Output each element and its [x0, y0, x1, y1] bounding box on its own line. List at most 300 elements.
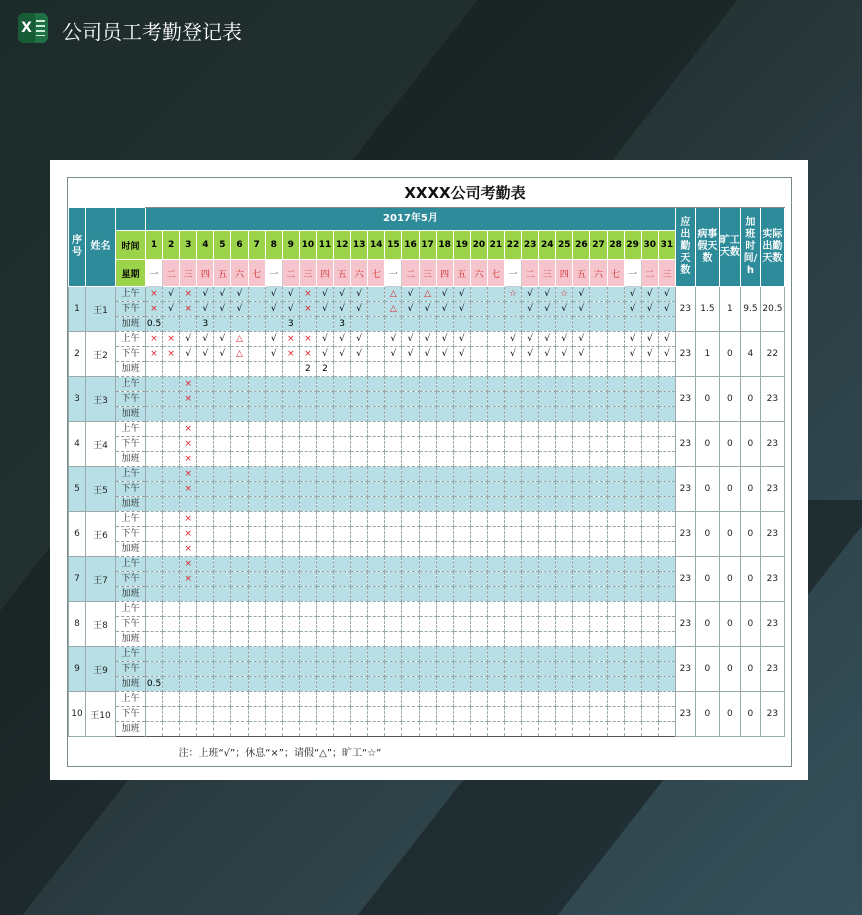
- attendance-cell[interactable]: [214, 572, 231, 587]
- attendance-cell[interactable]: [334, 422, 351, 437]
- attendance-cell[interactable]: [334, 407, 351, 422]
- attendance-cell[interactable]: [419, 602, 436, 617]
- summary-sick[interactable]: 1.5: [695, 287, 719, 332]
- attendance-cell[interactable]: [402, 377, 419, 392]
- attendance-cell[interactable]: [487, 677, 504, 692]
- attendance-cell[interactable]: [624, 632, 641, 647]
- attendance-cell[interactable]: [248, 602, 265, 617]
- attendance-cell[interactable]: [607, 377, 624, 392]
- attendance-cell[interactable]: [470, 422, 487, 437]
- attendance-cell[interactable]: ×: [180, 377, 197, 392]
- attendance-cell[interactable]: [334, 662, 351, 677]
- attendance-cell[interactable]: [351, 377, 368, 392]
- weekday-cell[interactable]: 二: [163, 260, 180, 287]
- attendance-cell[interactable]: [539, 362, 556, 377]
- attendance-cell[interactable]: [470, 452, 487, 467]
- attendance-cell[interactable]: [641, 617, 658, 632]
- attendance-cell[interactable]: [453, 482, 470, 497]
- attendance-cell[interactable]: [419, 527, 436, 542]
- attendance-cell[interactable]: √: [539, 287, 556, 302]
- summary-actual[interactable]: 20.5: [760, 287, 784, 332]
- attendance-cell[interactable]: [539, 512, 556, 527]
- summary-due[interactable]: 23: [675, 377, 695, 422]
- attendance-cell[interactable]: [402, 572, 419, 587]
- attendance-cell[interactable]: [385, 617, 402, 632]
- attendance-cell[interactable]: [316, 707, 333, 722]
- attendance-cell[interactable]: [180, 632, 197, 647]
- attendance-cell[interactable]: [624, 467, 641, 482]
- attendance-cell[interactable]: [385, 407, 402, 422]
- day-number[interactable]: 24: [539, 231, 556, 260]
- attendance-cell[interactable]: [402, 452, 419, 467]
- attendance-cell[interactable]: [453, 437, 470, 452]
- attendance-cell[interactable]: ×: [299, 332, 316, 347]
- attendance-cell[interactable]: [368, 392, 385, 407]
- attendance-cell[interactable]: [214, 437, 231, 452]
- attendance-cell[interactable]: [522, 542, 539, 557]
- attendance-cell[interactable]: [522, 497, 539, 512]
- employee-seq[interactable]: 4: [69, 422, 86, 467]
- attendance-cell[interactable]: √: [436, 332, 453, 347]
- attendance-cell[interactable]: [197, 602, 214, 617]
- attendance-cell[interactable]: [214, 422, 231, 437]
- attendance-cell[interactable]: √: [316, 332, 333, 347]
- attendance-cell[interactable]: [368, 587, 385, 602]
- attendance-cell[interactable]: [265, 602, 282, 617]
- attendance-cell[interactable]: √: [163, 302, 180, 317]
- attendance-cell[interactable]: [197, 437, 214, 452]
- attendance-cell[interactable]: [197, 632, 214, 647]
- attendance-cell[interactable]: [402, 587, 419, 602]
- attendance-cell[interactable]: [590, 497, 607, 512]
- attendance-cell[interactable]: [607, 557, 624, 572]
- attendance-cell[interactable]: [419, 662, 436, 677]
- attendance-cell[interactable]: [299, 452, 316, 467]
- attendance-cell[interactable]: [436, 557, 453, 572]
- day-number[interactable]: 8: [265, 231, 282, 260]
- attendance-cell[interactable]: √: [658, 302, 675, 317]
- summary-overtime[interactable]: 0: [740, 602, 760, 647]
- attendance-cell[interactable]: [590, 302, 607, 317]
- attendance-cell[interactable]: [470, 572, 487, 587]
- attendance-cell[interactable]: [487, 302, 504, 317]
- attendance-cell[interactable]: [419, 632, 436, 647]
- attendance-cell[interactable]: [504, 407, 521, 422]
- attendance-cell[interactable]: [146, 512, 163, 527]
- attendance-cell[interactable]: [641, 632, 658, 647]
- attendance-cell[interactable]: [539, 557, 556, 572]
- attendance-cell[interactable]: [402, 422, 419, 437]
- attendance-cell[interactable]: [163, 407, 180, 422]
- attendance-cell[interactable]: [556, 392, 573, 407]
- attendance-cell[interactable]: [197, 692, 214, 707]
- day-number[interactable]: 19: [453, 231, 470, 260]
- attendance-cell[interactable]: [351, 407, 368, 422]
- summary-actual[interactable]: 22: [760, 332, 784, 377]
- attendance-cell[interactable]: √: [573, 287, 590, 302]
- attendance-cell[interactable]: [402, 602, 419, 617]
- employee-seq[interactable]: 3: [69, 377, 86, 422]
- summary-actual[interactable]: 23: [760, 422, 784, 467]
- attendance-cell[interactable]: [265, 497, 282, 512]
- attendance-cell[interactable]: [436, 662, 453, 677]
- attendance-cell[interactable]: [658, 617, 675, 632]
- day-number[interactable]: 2: [163, 231, 180, 260]
- attendance-cell[interactable]: [573, 662, 590, 677]
- attendance-cell[interactable]: [334, 362, 351, 377]
- attendance-cell[interactable]: [504, 677, 521, 692]
- attendance-cell[interactable]: √: [436, 302, 453, 317]
- attendance-cell[interactable]: [624, 437, 641, 452]
- attendance-cell[interactable]: [368, 377, 385, 392]
- employee-name[interactable]: 王3: [86, 377, 116, 422]
- attendance-cell[interactable]: [351, 467, 368, 482]
- attendance-cell[interactable]: [163, 557, 180, 572]
- attendance-cell[interactable]: √: [556, 302, 573, 317]
- attendance-cell[interactable]: [231, 557, 248, 572]
- attendance-cell[interactable]: [504, 482, 521, 497]
- attendance-cell[interactable]: [214, 632, 231, 647]
- attendance-cell[interactable]: [624, 572, 641, 587]
- attendance-cell[interactable]: [351, 617, 368, 632]
- attendance-cell[interactable]: [163, 692, 180, 707]
- attendance-cell[interactable]: [316, 527, 333, 542]
- attendance-cell[interactable]: [402, 317, 419, 332]
- day-number[interactable]: 10: [299, 231, 316, 260]
- attendance-cell[interactable]: [487, 377, 504, 392]
- attendance-cell[interactable]: [539, 602, 556, 617]
- attendance-cell[interactable]: [641, 527, 658, 542]
- attendance-cell[interactable]: [556, 422, 573, 437]
- attendance-cell[interactable]: [573, 692, 590, 707]
- attendance-cell[interactable]: [624, 557, 641, 572]
- attendance-cell[interactable]: [573, 527, 590, 542]
- header-blank[interactable]: [116, 208, 146, 231]
- attendance-cell[interactable]: √: [419, 332, 436, 347]
- attendance-cell[interactable]: [299, 677, 316, 692]
- attendance-cell[interactable]: [316, 482, 333, 497]
- attendance-cell[interactable]: [231, 572, 248, 587]
- attendance-cell[interactable]: [539, 407, 556, 422]
- attendance-cell[interactable]: [522, 377, 539, 392]
- attendance-cell[interactable]: √: [573, 302, 590, 317]
- attendance-cell[interactable]: [436, 407, 453, 422]
- attendance-cell[interactable]: [590, 617, 607, 632]
- attendance-cell[interactable]: √: [573, 332, 590, 347]
- attendance-cell[interactable]: [231, 647, 248, 662]
- attendance-cell[interactable]: √: [265, 287, 282, 302]
- attendance-cell[interactable]: [556, 452, 573, 467]
- employee-seq[interactable]: 10: [69, 692, 86, 737]
- summary-absent[interactable]: 0: [719, 332, 740, 377]
- attendance-cell[interactable]: [180, 317, 197, 332]
- attendance-cell[interactable]: [487, 542, 504, 557]
- attendance-cell[interactable]: [231, 617, 248, 632]
- attendance-cell[interactable]: [607, 482, 624, 497]
- attendance-cell[interactable]: √: [522, 287, 539, 302]
- attendance-cell[interactable]: √: [334, 287, 351, 302]
- attendance-cell[interactable]: [556, 707, 573, 722]
- summary-due[interactable]: 23: [675, 692, 695, 737]
- attendance-cell[interactable]: [334, 602, 351, 617]
- attendance-cell[interactable]: [607, 392, 624, 407]
- attendance-cell[interactable]: [658, 587, 675, 602]
- attendance-cell[interactable]: [419, 677, 436, 692]
- attendance-cell[interactable]: [282, 362, 299, 377]
- attendance-cell[interactable]: [163, 617, 180, 632]
- attendance-cell[interactable]: [641, 587, 658, 602]
- attendance-cell[interactable]: [334, 722, 351, 737]
- attendance-cell[interactable]: [282, 437, 299, 452]
- attendance-cell[interactable]: ×: [146, 332, 163, 347]
- attendance-cell[interactable]: √: [180, 347, 197, 362]
- attendance-cell[interactable]: [146, 662, 163, 677]
- attendance-cell[interactable]: [231, 467, 248, 482]
- attendance-cell[interactable]: [641, 437, 658, 452]
- attendance-cell[interactable]: [607, 497, 624, 512]
- attendance-cell[interactable]: [351, 692, 368, 707]
- attendance-cell[interactable]: [163, 662, 180, 677]
- attendance-cell[interactable]: [539, 497, 556, 512]
- attendance-cell[interactable]: [197, 377, 214, 392]
- attendance-cell[interactable]: [522, 602, 539, 617]
- summary-actual[interactable]: 23: [760, 512, 784, 557]
- attendance-cell[interactable]: √: [641, 287, 658, 302]
- attendance-cell[interactable]: [522, 317, 539, 332]
- attendance-cell[interactable]: [487, 317, 504, 332]
- attendance-cell[interactable]: [163, 482, 180, 497]
- attendance-cell[interactable]: [351, 317, 368, 332]
- attendance-cell[interactable]: △: [231, 332, 248, 347]
- attendance-cell[interactable]: [334, 452, 351, 467]
- attendance-cell[interactable]: [590, 677, 607, 692]
- attendance-cell[interactable]: [282, 662, 299, 677]
- attendance-cell[interactable]: [641, 722, 658, 737]
- attendance-cell[interactable]: [470, 587, 487, 602]
- attendance-cell[interactable]: √: [351, 347, 368, 362]
- attendance-cell[interactable]: [368, 437, 385, 452]
- attendance-cell[interactable]: [231, 512, 248, 527]
- attendance-cell[interactable]: [163, 467, 180, 482]
- attendance-cell[interactable]: [197, 407, 214, 422]
- attendance-cell[interactable]: [453, 497, 470, 512]
- attendance-cell[interactable]: [231, 482, 248, 497]
- attendance-cell[interactable]: [197, 482, 214, 497]
- weekday-cell[interactable]: 七: [248, 260, 265, 287]
- attendance-cell[interactable]: [487, 527, 504, 542]
- attendance-cell[interactable]: [624, 512, 641, 527]
- attendance-cell[interactable]: [641, 317, 658, 332]
- attendance-cell[interactable]: [453, 617, 470, 632]
- attendance-cell[interactable]: [385, 317, 402, 332]
- blank-cell[interactable]: [86, 178, 116, 208]
- attendance-cell[interactable]: [487, 482, 504, 497]
- attendance-cell[interactable]: [231, 452, 248, 467]
- attendance-cell[interactable]: [641, 677, 658, 692]
- attendance-cell[interactable]: √: [197, 347, 214, 362]
- attendance-cell[interactable]: √: [316, 302, 333, 317]
- attendance-cell[interactable]: [316, 452, 333, 467]
- attendance-cell[interactable]: [453, 452, 470, 467]
- attendance-cell[interactable]: [368, 467, 385, 482]
- attendance-cell[interactable]: [402, 512, 419, 527]
- attendance-cell[interactable]: [556, 542, 573, 557]
- attendance-cell[interactable]: [658, 527, 675, 542]
- attendance-cell[interactable]: ×: [180, 392, 197, 407]
- attendance-cell[interactable]: [180, 662, 197, 677]
- attendance-cell[interactable]: [282, 452, 299, 467]
- attendance-cell[interactable]: [658, 362, 675, 377]
- attendance-cell[interactable]: [146, 632, 163, 647]
- attendance-cell[interactable]: [470, 557, 487, 572]
- attendance-cell[interactable]: [368, 362, 385, 377]
- attendance-cell[interactable]: [402, 527, 419, 542]
- attendance-cell[interactable]: [351, 422, 368, 437]
- header-overtime[interactable]: 加班时间/h: [740, 208, 760, 287]
- attendance-cell[interactable]: [316, 317, 333, 332]
- attendance-cell[interactable]: [504, 572, 521, 587]
- attendance-cell[interactable]: [385, 632, 402, 647]
- attendance-cell[interactable]: ×: [180, 542, 197, 557]
- attendance-cell[interactable]: [658, 317, 675, 332]
- attendance-cell[interactable]: ×: [146, 287, 163, 302]
- attendance-cell[interactable]: [351, 437, 368, 452]
- attendance-cell[interactable]: √: [402, 302, 419, 317]
- attendance-cell[interactable]: [453, 407, 470, 422]
- summary-absent[interactable]: 0: [719, 557, 740, 602]
- attendance-cell[interactable]: [197, 497, 214, 512]
- attendance-cell[interactable]: [522, 662, 539, 677]
- attendance-cell[interactable]: [316, 692, 333, 707]
- attendance-cell[interactable]: [146, 527, 163, 542]
- attendance-cell[interactable]: [214, 587, 231, 602]
- attendance-cell[interactable]: [197, 362, 214, 377]
- summary-due[interactable]: 23: [675, 422, 695, 467]
- attendance-cell[interactable]: [504, 647, 521, 662]
- attendance-cell[interactable]: [539, 692, 556, 707]
- attendance-cell[interactable]: [351, 392, 368, 407]
- attendance-cell[interactable]: [556, 407, 573, 422]
- attendance-cell[interactable]: [248, 707, 265, 722]
- attendance-cell[interactable]: [556, 512, 573, 527]
- attendance-cell[interactable]: √: [197, 302, 214, 317]
- attendance-cell[interactable]: [522, 722, 539, 737]
- attendance-cell[interactable]: 2: [299, 362, 316, 377]
- day-number[interactable]: 31: [658, 231, 675, 260]
- attendance-cell[interactable]: [556, 557, 573, 572]
- attendance-cell[interactable]: [334, 677, 351, 692]
- attendance-cell[interactable]: [197, 572, 214, 587]
- attendance-cell[interactable]: √: [658, 347, 675, 362]
- attendance-cell[interactable]: [368, 722, 385, 737]
- attendance-cell[interactable]: [641, 602, 658, 617]
- attendance-cell[interactable]: [334, 392, 351, 407]
- attendance-cell[interactable]: [590, 377, 607, 392]
- attendance-cell[interactable]: [214, 392, 231, 407]
- attendance-cell[interactable]: [368, 632, 385, 647]
- attendance-cell[interactable]: [556, 602, 573, 617]
- weekday-cell[interactable]: 五: [214, 260, 231, 287]
- attendance-cell[interactable]: [419, 587, 436, 602]
- header-sick[interactable]: 病事假天数: [695, 208, 719, 287]
- attendance-cell[interactable]: [334, 707, 351, 722]
- attendance-cell[interactable]: √: [197, 287, 214, 302]
- attendance-cell[interactable]: [487, 557, 504, 572]
- attendance-cell[interactable]: [316, 617, 333, 632]
- attendance-cell[interactable]: [282, 392, 299, 407]
- attendance-cell[interactable]: [402, 392, 419, 407]
- attendance-cell[interactable]: [402, 722, 419, 737]
- attendance-cell[interactable]: [590, 362, 607, 377]
- attendance-cell[interactable]: [573, 377, 590, 392]
- attendance-cell[interactable]: [214, 677, 231, 692]
- attendance-cell[interactable]: [197, 542, 214, 557]
- attendance-cell[interactable]: [351, 557, 368, 572]
- attendance-cell[interactable]: √: [453, 287, 470, 302]
- attendance-cell[interactable]: [504, 497, 521, 512]
- attendance-cell[interactable]: [624, 542, 641, 557]
- attendance-cell[interactable]: [282, 482, 299, 497]
- attendance-cell[interactable]: [214, 377, 231, 392]
- attendance-cell[interactable]: [248, 467, 265, 482]
- attendance-cell[interactable]: [368, 692, 385, 707]
- attendance-cell[interactable]: [180, 692, 197, 707]
- attendance-cell[interactable]: [453, 722, 470, 737]
- attendance-cell[interactable]: [641, 422, 658, 437]
- attendance-cell[interactable]: [146, 422, 163, 437]
- attendance-cell[interactable]: [146, 377, 163, 392]
- attendance-cell[interactable]: [146, 407, 163, 422]
- attendance-cell[interactable]: [539, 617, 556, 632]
- attendance-cell[interactable]: [180, 722, 197, 737]
- attendance-cell[interactable]: [436, 452, 453, 467]
- attendance-cell[interactable]: [334, 377, 351, 392]
- attendance-cell[interactable]: [385, 452, 402, 467]
- summary-overtime[interactable]: 0: [740, 512, 760, 557]
- attendance-cell[interactable]: [436, 692, 453, 707]
- attendance-cell[interactable]: [282, 692, 299, 707]
- attendance-cell[interactable]: [334, 437, 351, 452]
- attendance-cell[interactable]: [624, 602, 641, 617]
- day-number[interactable]: 20: [470, 231, 487, 260]
- attendance-cell[interactable]: [590, 437, 607, 452]
- attendance-cell[interactable]: √: [641, 347, 658, 362]
- weekday-cell[interactable]: 六: [590, 260, 607, 287]
- attendance-cell[interactable]: [522, 677, 539, 692]
- attendance-cell[interactable]: ×: [180, 302, 197, 317]
- employee-seq[interactable]: 5: [69, 467, 86, 512]
- day-number[interactable]: 17: [419, 231, 436, 260]
- weekday-cell[interactable]: 一: [385, 260, 402, 287]
- attendance-cell[interactable]: [658, 662, 675, 677]
- attendance-cell[interactable]: [487, 662, 504, 677]
- summary-due[interactable]: 23: [675, 647, 695, 692]
- attendance-cell[interactable]: [590, 707, 607, 722]
- attendance-cell[interactable]: [641, 497, 658, 512]
- attendance-cell[interactable]: [470, 617, 487, 632]
- attendance-cell[interactable]: [658, 377, 675, 392]
- attendance-cell[interactable]: [607, 407, 624, 422]
- attendance-cell[interactable]: [658, 647, 675, 662]
- attendance-cell[interactable]: [453, 647, 470, 662]
- attendance-cell[interactable]: [163, 542, 180, 557]
- attendance-cell[interactable]: [658, 632, 675, 647]
- attendance-cell[interactable]: [658, 497, 675, 512]
- attendance-cell[interactable]: [436, 497, 453, 512]
- summary-due[interactable]: 23: [675, 557, 695, 602]
- attendance-cell[interactable]: [522, 467, 539, 482]
- weekday-cell[interactable]: 六: [470, 260, 487, 287]
